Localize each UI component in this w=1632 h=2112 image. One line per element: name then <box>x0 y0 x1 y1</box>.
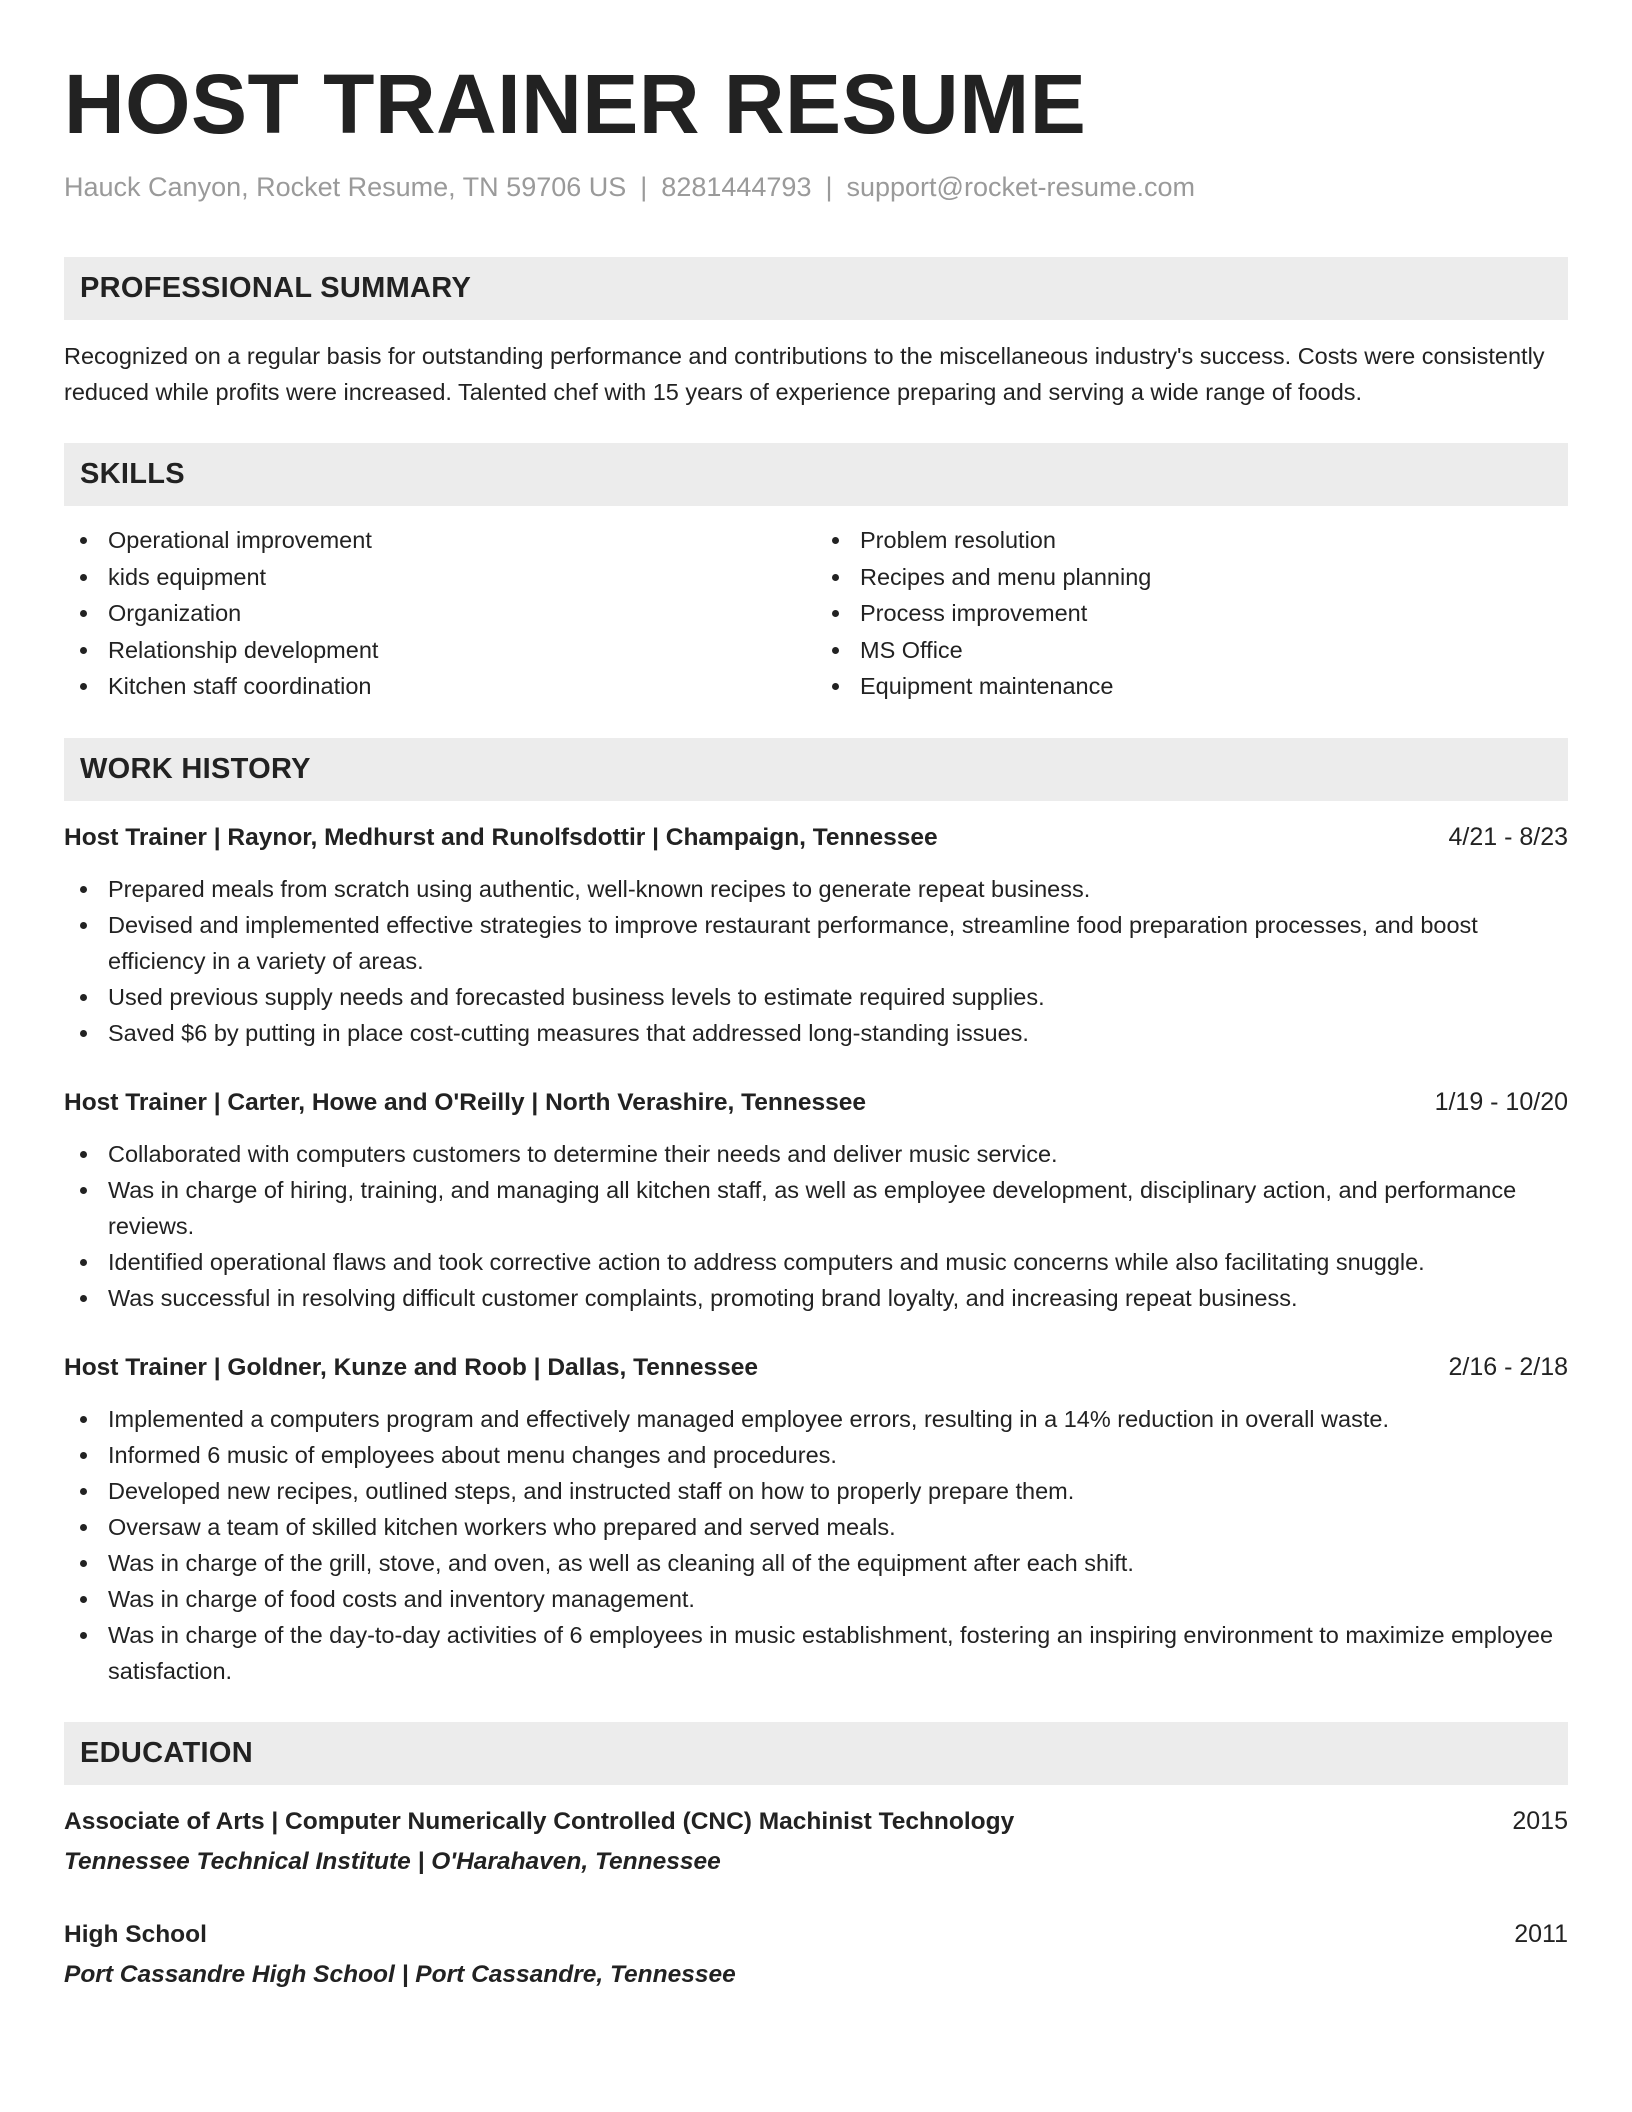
job-title-row <box>64 1349 1568 1386</box>
job-bullet: Was in charge of hiring, training, and managing all kitchen staff, as well as employee development, disciplinary action, and performance reviews. <box>64 1172 1568 1244</box>
contact-phone: 8281444793 <box>661 172 812 202</box>
summary-text: Recognized on a regular basis for outstanding performance and contributions to the miscellaneous industry's success. Costs were consistently reduced while profits were increased. Talented chef with 15 years of experience preparing and serving a wide range of foods. <box>64 343 1545 405</box>
education-school: Port Cassandre High School | Port Cassandre, Tennessee <box>64 1960 736 1988</box>
job-entry <box>64 1349 1568 1689</box>
job-bullets <box>64 871 1568 1051</box>
skills-column-right <box>816 522 1568 705</box>
job-entry <box>64 819 1568 1051</box>
job-title-row <box>64 819 1568 856</box>
job-title: Host Trainer | Goldner, Kunze and Roob | Dallas, Tennessee <box>64 1353 758 1381</box>
section-header-education: EDUCATION <box>64 1722 1568 1785</box>
job-dates: 4/21 - 8/23 <box>1448 822 1568 851</box>
education-degree: Associate of Arts | Computer Numerically Controlled (CNC) Machinist Technology <box>64 1807 1015 1835</box>
job-bullets <box>64 1136 1568 1316</box>
job-bullet: Developed new recipes, outlined steps, and instructed staff on how to properly prepare them. <box>64 1473 1568 1509</box>
skill-item: Recipes and menu planning <box>816 559 1568 596</box>
job-bullets <box>64 1401 1568 1689</box>
contact-separator: | <box>640 172 648 202</box>
skill-item: Process improvement <box>816 595 1568 632</box>
education-year: 2015 <box>1512 1806 1568 1835</box>
job-bullet: Was in charge of food costs and inventory management. <box>64 1581 1568 1617</box>
job-bullet: Collaborated with computers customers to determine their needs and deliver music service. <box>64 1136 1568 1172</box>
job-bullet: Was successful in resolving difficult customer complaints, promoting brand loyalty, and increasing repeat business. <box>64 1280 1568 1316</box>
job-entry <box>64 1084 1568 1316</box>
education-title-row <box>64 1803 1568 1840</box>
job-bullet: Oversaw a team of skilled kitchen workers who prepared and served meals. <box>64 1509 1568 1545</box>
skill-item: MS Office <box>816 632 1568 669</box>
job-dates: 2/16 - 2/18 <box>1448 1352 1568 1381</box>
job-dates: 1/19 - 10/20 <box>1434 1087 1568 1116</box>
skill-item: Relationship development <box>64 632 816 669</box>
skill-item: Operational improvement <box>64 522 816 559</box>
education-entry <box>64 1803 1568 1880</box>
contact-address: Hauck Canyon, Rocket Resume, TN 59706 US <box>64 172 627 202</box>
skills-grid <box>64 522 1568 705</box>
resume-title: HOST TRAINER RESUME <box>64 57 1087 151</box>
job-bullet: Implemented a computers program and effectively managed employee errors, resulting in a 14% reduction in overall waste. <box>64 1401 1568 1437</box>
skill-item: Equipment maintenance <box>816 668 1568 705</box>
job-bullet: Identified operational flaws and took corrective action to address computers and music concerns while also facilitating snuggle. <box>64 1244 1568 1280</box>
skill-item: Kitchen staff coordination <box>64 668 816 705</box>
education-entry <box>64 1916 1568 1993</box>
skill-item: Problem resolution <box>816 522 1568 559</box>
job-bullet: Devised and implemented effective strategies to improve restaurant performance, streamline food preparation processes, and boost efficiency in a variety of areas. <box>64 907 1568 979</box>
job-bullet: Saved $6 by putting in place cost-cutting measures that addressed long-standing issues. <box>64 1015 1568 1051</box>
section-header-skills: SKILLS <box>64 443 1568 506</box>
contact-line <box>64 170 1568 204</box>
job-bullet: Prepared meals from scratch using authentic, well-known recipes to generate repeat business. <box>64 871 1568 907</box>
job-bullet: Informed 6 music of employees about menu changes and procedures. <box>64 1437 1568 1473</box>
contact-email: support@rocket-resume.com <box>846 172 1196 202</box>
skill-item: kids equipment <box>64 559 816 596</box>
job-bullet: Used previous supply needs and forecasted business levels to estimate required supplies. <box>64 979 1568 1015</box>
job-title: Host Trainer | Carter, Howe and O'Reilly | North Verashire, Tennessee <box>64 1088 866 1116</box>
education-school: Tennessee Technical Institute | O'Harahaven, Tennessee <box>64 1847 721 1875</box>
section-header-work-history: WORK HISTORY <box>64 738 1568 801</box>
job-title-row <box>64 1084 1568 1121</box>
job-bullet: Was in charge of the day-to-day activities of 6 employees in music establishment, fostering an inspiring environment to maximize employee satisfaction. <box>64 1617 1568 1689</box>
job-bullet: Was in charge of the grill, stove, and oven, as well as cleaning all of the equipment after each shift. <box>64 1545 1568 1581</box>
education-year: 2011 <box>1514 1919 1568 1948</box>
skill-item: Organization <box>64 595 816 632</box>
skills-column-left <box>64 522 816 705</box>
job-title: Host Trainer | Raynor, Medhurst and Runolfsdottir | Champaign, Tennessee <box>64 823 938 851</box>
education-degree: High School <box>64 1920 207 1948</box>
contact-separator: | <box>825 172 833 202</box>
education-title-row <box>64 1916 1568 1953</box>
section-header-summary: PROFESSIONAL SUMMARY <box>64 257 1568 320</box>
